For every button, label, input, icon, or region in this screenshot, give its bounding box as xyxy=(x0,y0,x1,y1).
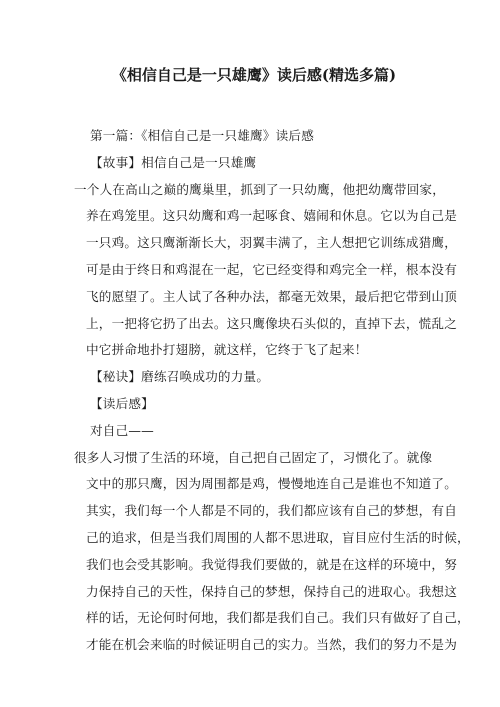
paragraph-line: 一只鸡。这只鹰渐渐长大，羽翼丰满了，主人想把它训练成猎鹰， xyxy=(86,235,458,251)
paragraph-line: 己的追求，但是当我们周围的人都不思进取，盲目应付生活的时候， xyxy=(86,529,470,545)
paragraph-line: 上，一把将它扔了出去。这只鹰像块石头似的，直掉下去，慌乱之 xyxy=(86,315,458,331)
paragraph-line: 力保持自己的天性，保持自己的梦想，保持自己的进取心。我想这 xyxy=(86,583,458,599)
paragraph-line: 中它拼命地扑打翅膀，就这样，它终于飞了起来！ xyxy=(86,342,368,358)
paragraph-line: 才能在机会来临的时候证明自己的实力。当然，我们的努力不是为 xyxy=(86,637,458,653)
paragraph-line: 文中的那只鹰，因为周围都是鸡，慢慢地连自己是谁也不知道了。 xyxy=(86,476,458,492)
paragraph-line: 养在鸡笼里。这只幼鹰和鸡一起啄食、嬉闹和休息。它以为自己是 xyxy=(86,208,458,224)
paragraph-line: 样的话，无论何时何地，我们都是我们自己。我们只有做好了自己， xyxy=(86,610,470,626)
paragraph-line: 【故事】相信自己是一只雄鹰 xyxy=(90,154,257,170)
paragraph-line: 飞的愿望了。主人试了各种办法，都毫无效果，最后把它带到山顶 xyxy=(86,288,458,304)
paragraph-line: 其实，我们每一个人都是不同的，我们都应该有自己的梦想，有自 xyxy=(86,503,458,519)
paragraph-line: 【秘诀】磨练召唤成功的力量。 xyxy=(90,369,270,385)
paragraph-line: 对自己—— xyxy=(90,422,154,438)
paragraph-line: 第一篇：《相信自己是一只雄鹰》读后感 xyxy=(90,128,314,143)
document-title: 《相信自己是一只雄鹰》读后感(精选多篇) xyxy=(111,66,397,84)
paragraph-line: 一个人在高山之巅的鹰巢里，抓到了一只幼鹰，他把幼鹰带回家， xyxy=(74,181,446,197)
paragraph-line: 很多人习惯了生活的环境，自己把自己固定了，习惯化了。就像 xyxy=(74,449,433,465)
paragraph-line: 我们也会受其影响。我觉得我们要做的，就是在这样的环境中，努 xyxy=(86,556,458,572)
document-body xyxy=(74,123,470,659)
paragraph-line: 可是由于终日和鸡混在一起，它已经变得和鸡完全一样，根本没有 xyxy=(86,261,458,277)
paragraph-line: 【读后感】 xyxy=(90,395,154,411)
